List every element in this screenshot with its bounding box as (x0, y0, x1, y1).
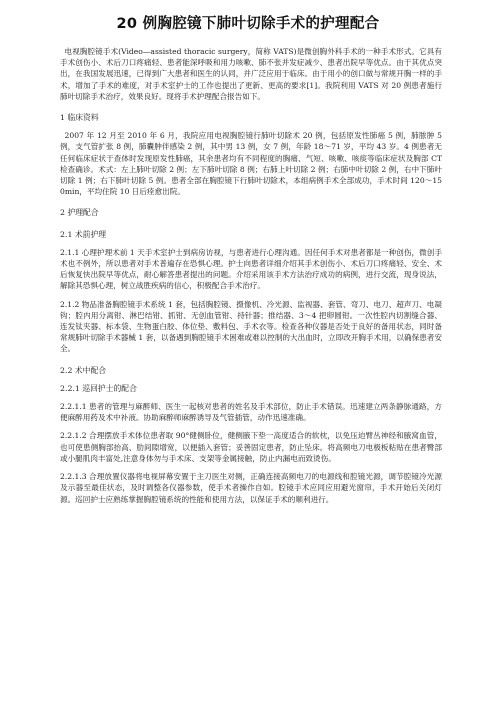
document-body (60, 46, 442, 505)
equipment-placement-paragraph: 2.2.1.3 合理放置仪器将电视屏幕安置于主刀医生对侧，正确连接高频电刀的电源线和腔镜光源，调节腔镜冷光源及示器至最佳状态，及时调整各仪器参数，使手术者操作自如。腔镜手术应同应用避光窗帘，手术开始后关闭灯源。巡回护士应熟练掌握胸腔镜系统的性能和使用方法，以保证手术的顺利进行。 (60, 472, 442, 504)
clinical-data-paragraph: 2007 年 12 月至 2010 年 6 月，我院应用电视胸腔镜行肺叶切除术 20 例，包括原发性肺癌 5 例，肺脓肿 5 例，支气管扩张 8 例，肺囊肿伴感染 2 例，其中男 13 例，女 7 例，年龄 18～71 岁，平均 43 岁。4 例患者无任何临床症状于查体时发现原发性肺癌，其余患者均有不同程度的胸痛、气短、咳嗽、咳痰等临床症状及胸部 CT 检查确诊。术式：左上肺叶切除 2 例；左下肺叶切除 8 例；右肺上叶切除 2 例；右肺中叶切除 2 例，右中下肺叶切除 1 例；右下肺叶切除 5 例。患者全部在胸腔镜下行肺叶切除术，本组病例手术全部成功，手术时间 120～150min，平均住院 10 日后痊愈出院。 (60, 131, 442, 197)
intro-paragraph: 电视胸腔镜手术(Video—assisted thoracic surgery，简称 VATS)是微创胸外科手术的一种手术形式。它具有手术创伤小、术后刀口疼痛轻、患者能深呼吸和用力咳嗽、肺不张并发症减少、患者出院早等优点。由于其优点突出，在我国发展迅速，已得到广大患者和医生的认同，并广泛应用于临床。由于用小的创口做与常规开胸一样的手术，增加了手术的难度，对手术室护士的工作也提出了更新、更高的要求[1]。我院利用 VATS 对 20 例患者施行肺叶切除手术治疗，效果良好。现将手术护理配合报告如下。 (60, 47, 442, 101)
section-heading-clinical-data: 1 临床资料 (60, 113, 99, 123)
positioning-paragraph: 2.2.1.2 合理摆放手术体位患者取 90°健侧卧位，健侧腋下垫一高度适合的软枕，以免压迫臂丛神经和腋窝血管，也可使患侧胸部抬高、肋间隙增宽，以便插入套管；妥善固定患者，防止坠床。将高频电刀电极板粘贴在患者臀部或小腿肌肉丰富处,注意身体勿与手术床、支架等金属接触，防止内漏电而致烫伤。 (60, 431, 442, 463)
subsection-heading-circulating-nurse: 2.2.1 巡回护士的配合 (60, 383, 137, 393)
subsection-heading-preop: 2.1 术前护理 (60, 229, 107, 239)
patient-management-paragraph: 2.2.1.1 患者的管理与麻醉师、医生一起核对患者的姓名及手术部位，防止手术错误。迅速建立两条静脉通路，方便麻醉用药及术中补液。协助麻醉师麻醉诱导及气管插管，动作迅速准确。 (60, 402, 442, 423)
subsection-heading-intraop: 2.2 术中配合 (60, 365, 107, 375)
section-heading-nursing: 2 护理配合 (60, 208, 99, 218)
preop-supplies-paragraph: 2.1.2 物品准备胸腔镜手术系统 1 套，包括胸腔镜、摄像机、冷光源、监视器、套管、弯刀、电刀、超声刀、电凝钩；腔内用分离钳、淋巴结钳、抓钳、无创血管钳、持针器；推结器、3～4 把卵圆钳。一次性腔内切割缝合器、连发钛夹器、标本袋、生物蛋白胶、体位垫、敷料包、手术衣等。检查各种仪器是否处于良好的备用状态，同时备常规肺叶切除手术器械 1 套，以备遇到胸腔镜手术困难或难以控制的大出血时，立即改开胸手术用，以确保患者安全。 (60, 299, 442, 354)
page-title: 20 例胸腔镜下肺叶切除手术的护理配合 (116, 16, 380, 32)
preop-psych-paragraph: 2.1.1 心理护理术前 1 天手术室护士到病房访视，与患者进行心理沟通。因任何手术对患者都是一种创伤，微创手术也不例外，所以患者对手术普遍存在恐惧心理。护士向患者详细介绍其手术创伤小、术后刀口疼痛轻、安全、术后恢复快出院早等优点，耐心解答患者提出的问题。介绍采用该手术方法治疗成功的病例，进行交流，现身说法，解除其恐惧心理，树立战胜疾病的信心，积极配合手术治疗。 (60, 247, 442, 291)
